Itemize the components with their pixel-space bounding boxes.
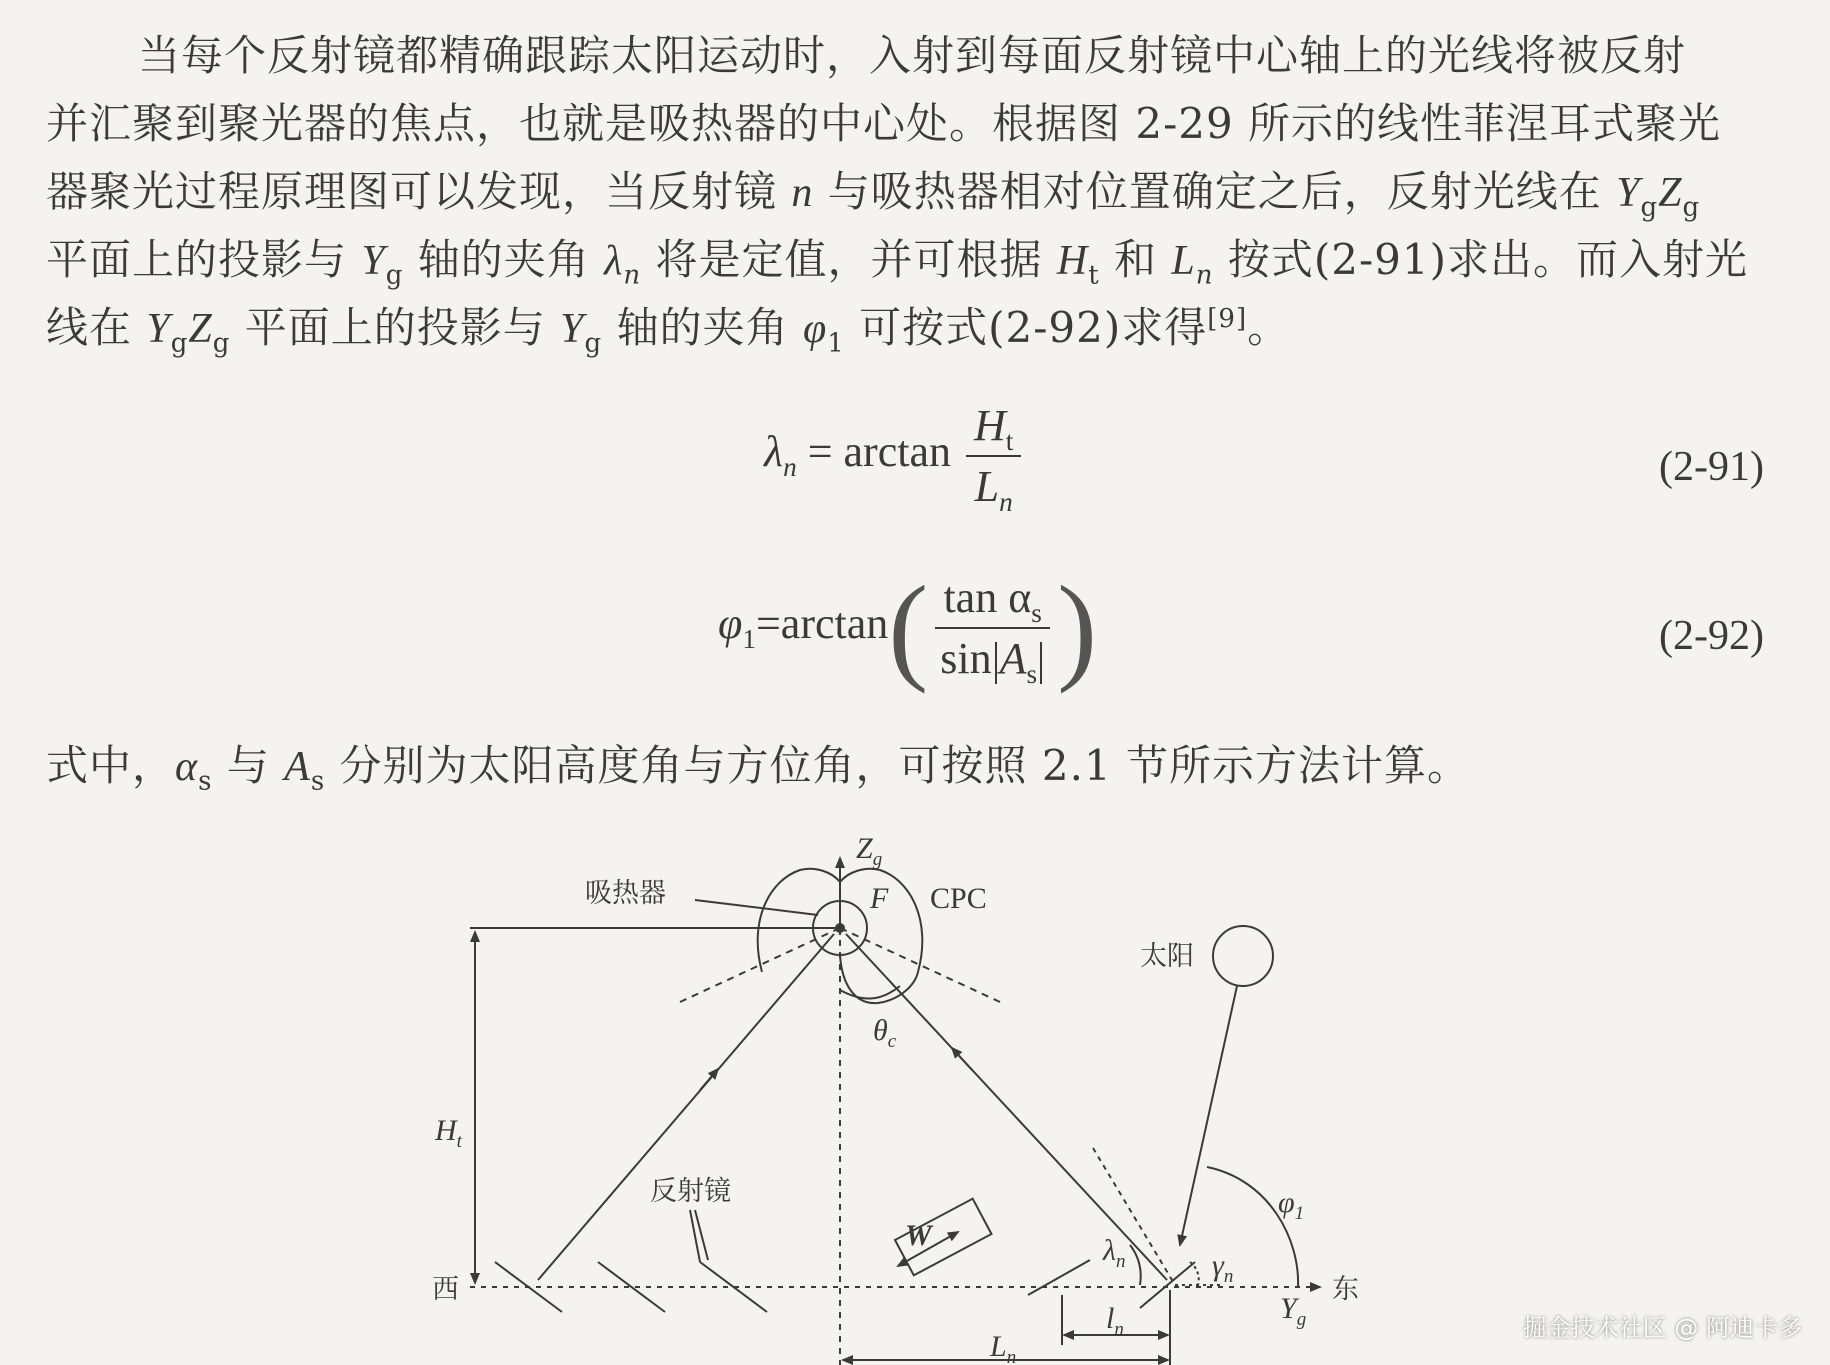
theta-label: $\theta_c$ [873,1014,897,1052]
sun-ray [1180,986,1237,1245]
mirror-east [1140,1262,1195,1308]
focus-label: F [870,882,889,915]
yg-label: $Y_g$ [1280,1292,1307,1330]
para1-line5: 线在 $Y_gZ_g$ 平面上的投影与 $Y_g$ 轴的夹角 $\varphi_1$ 可按式(2-92)求得[9]。 [46,303,1291,359]
paragraph-2: 式中，$\alpha_s$ 与 $A_s$ 分别为太阳高度角与方位角，可按照 2.1 节所示方法计算。 [46,741,1471,797]
ray-right [846,934,1167,1280]
mirror-n [1028,1260,1090,1295]
zg-label: $Z_g$ [856,832,883,870]
cpc-label: CPC [930,882,987,915]
equation-number-2-92: (2-92) [1659,613,1764,659]
west-label: 西 [432,1274,459,1305]
fresnel-concentrator-diagram [0,800,1830,1365]
east-label: 东 [1332,1274,1359,1305]
absorber-label: 吸热器 [585,878,666,909]
equation-2-92: $\varphi_1=\arctan$( $\frac{\tan \alpha_s}{\sin A_s}$ ) [718,561,1098,694]
ln-small-label: $l_n$ [1106,1302,1124,1340]
gamma-label: $\gamma_n$ [1212,1249,1234,1287]
mirror-label: 反射镜 [650,1176,731,1207]
para1-line3: 器聚光过程原理图可以发现，当反射镜 n 与吸热器相对位置确定之后，反射光线在 $Y_gZ_g$ [46,167,1701,223]
equation-number-2-91: (2-91) [1659,444,1764,490]
equation-2-91: $\lambda_n = \arctan$ $\frac{H_t}{L_n}$ [764,400,1025,512]
sun-label: 太阳 [1140,941,1194,972]
w-label: W [905,1219,932,1252]
watermark: 掘金技术社区 @ 阿迪卡多 [1522,1314,1802,1342]
sun [1213,926,1273,986]
para1-line4: 平面上的投影与 $Y_g$ 轴的夹角 $\lambda_n$ 将是定值，并可根据 $H_t$ 和 $L_n$ 按式(2-91)求出。而入射光 [46,235,1749,291]
para1-line1: 当每个反射镜都精确跟踪太阳运动时，入射到每面反射镜中心轴上的光线将被反射 [138,31,1687,80]
ht-label: $H_t$ [435,1114,462,1152]
phi-label: $\varphi_1$ [1278,1186,1305,1224]
mirror-2 [598,1262,665,1312]
para1-line2: 并汇聚到聚光器的焦点，也就是吸热器的中心处。根据图 2-29 所示的线性菲涅耳式聚光 [46,99,1722,148]
lambda-label: $\lambda_n$ [1103,1234,1126,1272]
ray-left [538,934,834,1280]
ln-big-label: $L_n$ [990,1330,1017,1365]
